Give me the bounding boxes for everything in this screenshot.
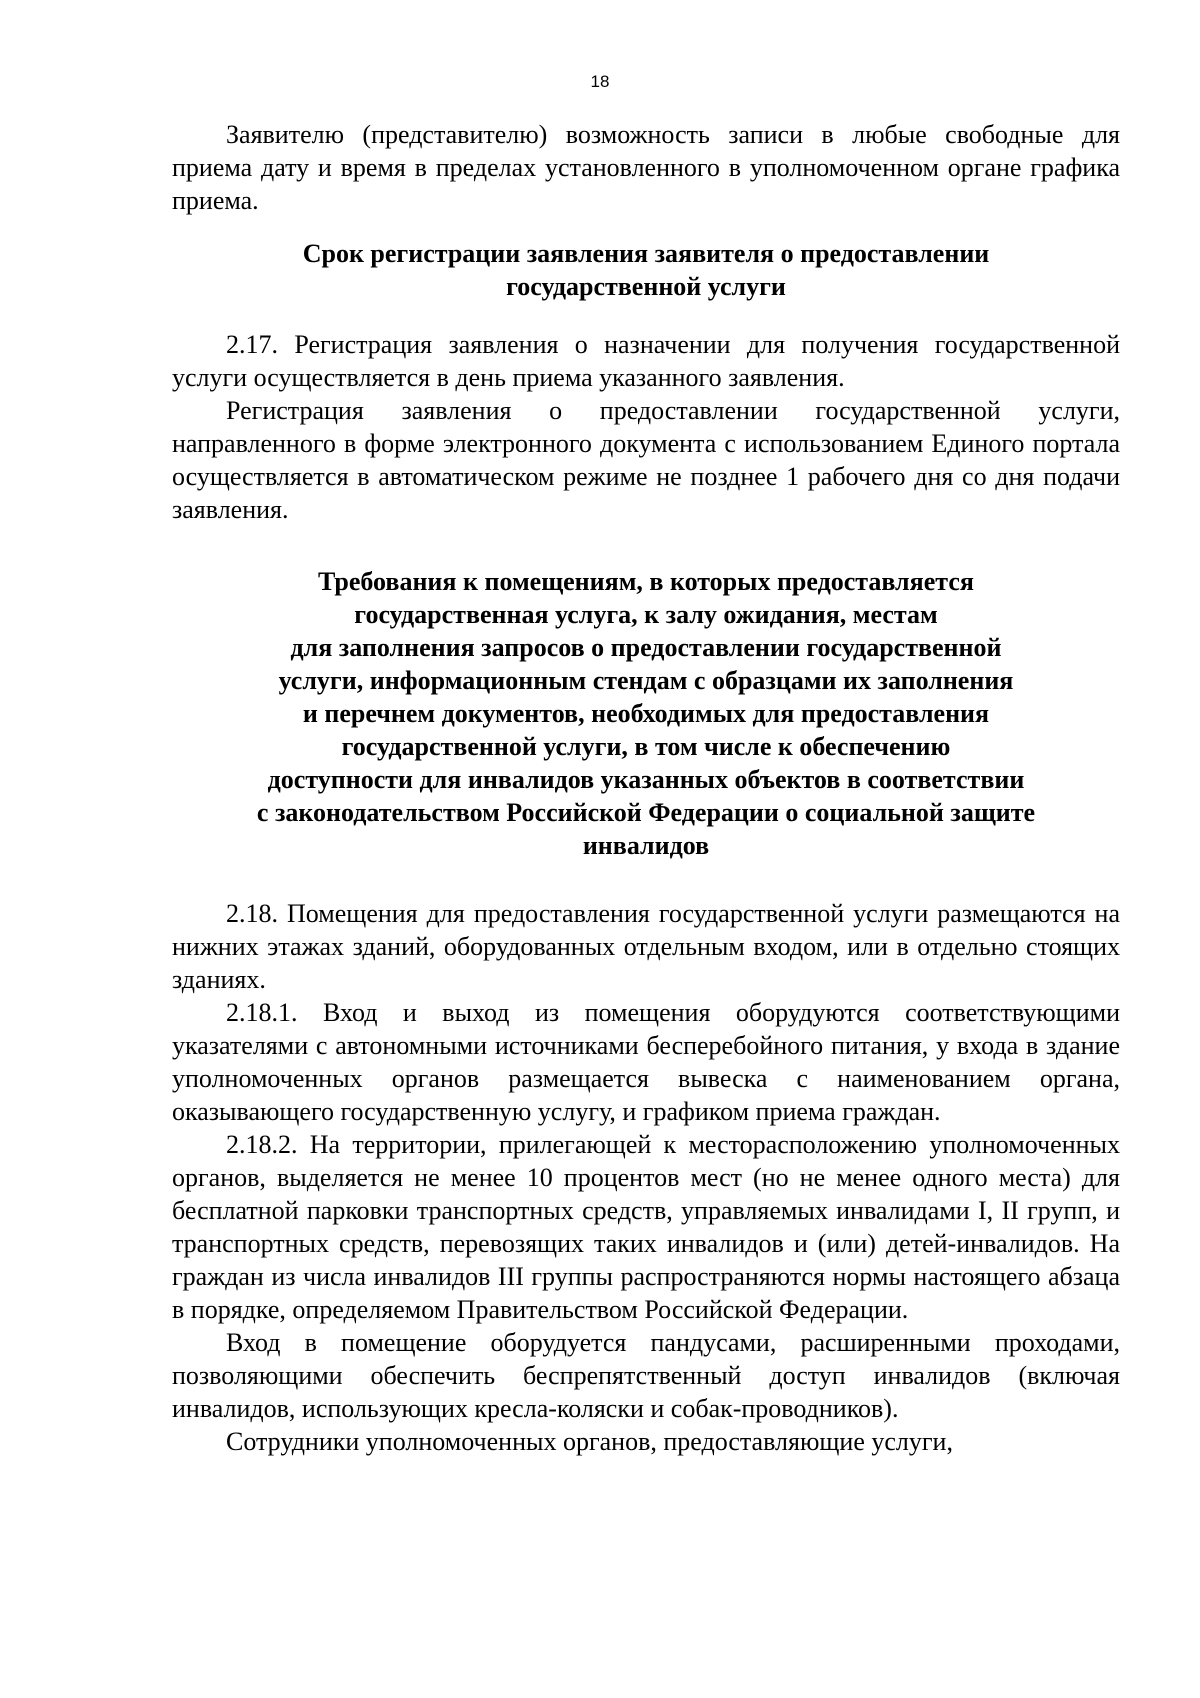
paragraph-2-18-1: 2.18.1. Вход и выход из помещения оборудуются соответствующими указателями с автономными источниками бесперебойного питания, у входа в здание уполномоченных органов размещается вывеска с наименованием органа, оказывающего государственную услугу, и графиком приема граждан. xyxy=(172,998,1120,1126)
section-2-18 xyxy=(172,897,1120,1458)
heading-registration-term-text xyxy=(172,237,1120,303)
paragraph-2-17: 2.17. Регистрация заявления о назначении для получения государственной услуги осуществляется в день приема указанного заявления. xyxy=(172,330,1120,392)
heading-line: доступности для инвалидов указанных объектов в соответствии xyxy=(267,765,1025,794)
paragraph-staff: Сотрудники уполномоченных органов, предоставляющие услуги, xyxy=(226,1427,953,1456)
heading-line: государственной услуги xyxy=(506,272,786,301)
heading-line: инвалидов xyxy=(582,831,710,860)
heading-line: с законодательством Российской Федерации о социальной защите xyxy=(256,798,1036,827)
paragraph-intro-block xyxy=(172,118,1120,217)
paragraph-entrance-ramps: Вход в помещение оборудуется пандусами, расширенными проходами, позволяющими обеспечить беспрепятственный доступ инвалидов (включая инвалидов, использующих кресла-коляски и собак-проводников). xyxy=(172,1328,1120,1423)
paragraph-2-18-2: 2.18.2. На территории, прилегающей к месторасположению уполномоченных органов, выделяется не менее 10 процентов мест (но не менее одного места) для бесплатной парковки транспортных средств, управляемых инвалидами I, II групп, и транспортных средств, перевозящих таких инвалидов и (или) детей-инвалидов. На граждан из числа инвалидов III группы распространяются нормы настоящего абзаца в порядке, определяемом Правительством Российской Федерации. xyxy=(172,1130,1120,1324)
heading-line: государственной услуги, в том числе к обеспечению xyxy=(341,732,951,761)
page-number: 18 xyxy=(590,72,610,91)
heading-premises-requirements xyxy=(172,565,1120,862)
heading-line: услуги, информационным стендам с образцами их заполнения xyxy=(278,666,1014,695)
heading-line: государственная услуга, к залу ожидания, местам xyxy=(354,600,938,629)
heading-line: Срок регистрации заявления заявителя о предоставлении xyxy=(302,239,990,268)
heading-line: для заполнения запросов о предоставлении государственной xyxy=(290,633,1002,662)
heading-premises-requirements-text xyxy=(172,565,1120,862)
paragraph-appointment-recording: Заявителю (представителю) возможность записи в любые свободные для приема дату и время в пределах установленного в уполномоченном органе графика приема. xyxy=(172,120,1120,215)
heading-registration-term xyxy=(172,237,1120,303)
paragraph-2-17-electronic: Регистрация заявления о предоставлении государственной услуги, направленного в форме электронного документа с использованием Единого портала осуществляется в автоматическом режиме не позднее 1 рабочего дня со дня подачи заявления. xyxy=(172,396,1120,524)
heading-line: Требования к помещениям, в которых предоставляется xyxy=(318,567,974,596)
section-2-17 xyxy=(172,328,1120,526)
heading-line: и перечнем документов, необходимых для предоставления xyxy=(302,699,990,728)
paragraph-2-18: 2.18. Помещения для предоставления государственной услуги размещаются на нижних этажах зданий, оборудованных отдельным входом, или в отдельно стоящих зданиях. xyxy=(172,899,1120,994)
